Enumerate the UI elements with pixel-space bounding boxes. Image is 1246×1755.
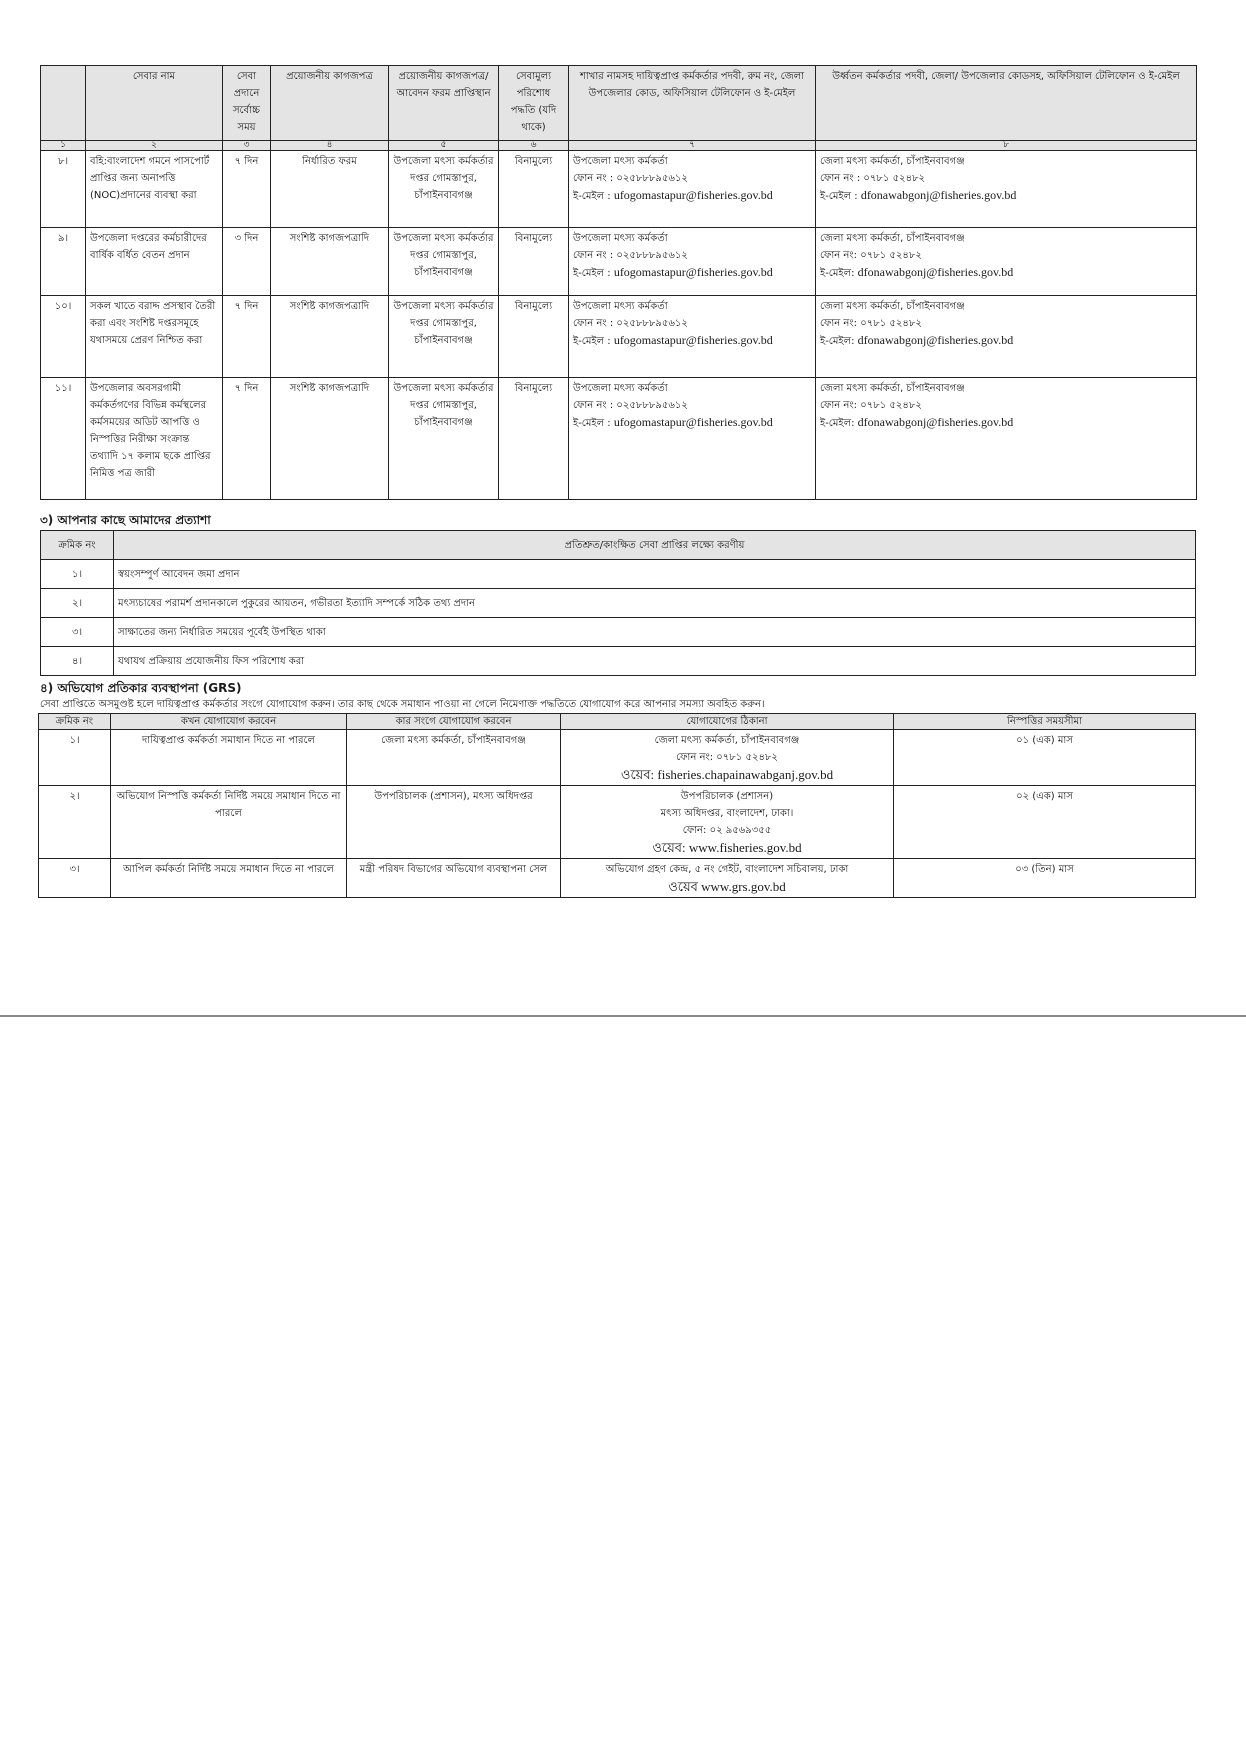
officer-email-label: ই-মেইল :	[573, 418, 611, 429]
fee-method: বিনামুল্যে	[499, 296, 569, 378]
expectation-text: স্বয়ংসম্পুর্ণ আবেদন জমা প্রদান	[114, 560, 1196, 589]
services-header-row	[41, 66, 1197, 141]
header-serial	[41, 66, 86, 141]
upper-email: dfonawabgonj@fisheries.gov.bd	[860, 188, 1017, 202]
header-address: যোগাযোগের ঠিকানা	[561, 714, 894, 730]
contact-address	[561, 786, 894, 859]
header-senior-officer: উর্ধ্বতন কর্মকর্তার পদবী, জেলা/ উপজেলার কোডসহ, অফিসিয়াল টেলিফোন ও ই-মেইল	[816, 66, 1197, 141]
officer-phone: ফোন নং : ০২৫৮৮৮৯৫৬১২	[573, 173, 688, 184]
address-line: মৎস্য অধিদপ্তর, বাংলাদেশ, ঢাকা।	[660, 808, 794, 819]
resolution-deadline: ০২ (এক) মাস	[894, 786, 1196, 859]
upper-email-label: ই-মেইল:	[820, 336, 855, 347]
officer-title: উপজেলা মৎস্য কর্মকর্তা	[573, 383, 668, 394]
service-name: উপজেলা দপ্তরের কর্মচারীদের বার্ষিক বর্ধিত বেতন প্রদান	[86, 228, 223, 296]
grs-table	[38, 713, 1196, 898]
header-when: কখন যোগাযোগ করবেন	[111, 714, 347, 730]
officer-phone: ফোন নং : ০২৫৮৮৮৯৫৬১২	[573, 400, 688, 411]
senior-officer-cell	[816, 296, 1197, 378]
service-name: উপজেলার অবসরগামী কর্মকর্তগণের বিভিন্ন কর্মস্থলের কর্মসময়ের অডিট আপত্তি ও নিস্পত্তির নিরীক্ষা সংক্রান্ত তথ্যাদি ১৭ কলাম ছকে প্রাপ্তির নিমিত্ত পত্র জারী	[86, 378, 223, 500]
address-line: ফোন: ০২ ৯৫৬৯৩৫৫	[682, 825, 772, 836]
fee-method: বিনামুল্যে	[499, 378, 569, 500]
senior-officer-cell	[816, 228, 1197, 296]
expectations-table	[40, 530, 1196, 676]
page-edge-divider	[0, 1015, 1246, 1017]
responsible-officer-cell	[569, 228, 816, 296]
header-service-name: সেবার নাম	[86, 66, 223, 141]
row-serial: ২।	[39, 786, 111, 859]
row-serial: ১।	[41, 560, 114, 589]
upper-email: dfonawabgonj@fisheries.gov.bd	[857, 265, 1014, 279]
service-time: ৭ দিন	[223, 296, 271, 378]
when-to-contact: আপিল কর্মকর্তা নির্দিষ্ট সময়ে সমাধান দিতে না পারলে	[111, 859, 347, 898]
officer-email: ufogomastapur@fisheries.gov.bd	[613, 188, 773, 202]
upper-title: জেলা মৎস্য কর্মকর্তা, চাঁপাইনবাবগঞ্জ	[820, 301, 965, 312]
row-serial: ৮।	[41, 151, 86, 228]
resolution-deadline: ০৩ (তিন) মাস	[894, 859, 1196, 898]
upper-phone: ফোন নং: ০৭৮১ ৫২৪৮২	[820, 250, 922, 261]
grs-row	[39, 786, 1196, 859]
when-to-contact: দাযিত্বপ্রাপ্ত কর্মকর্তা সমাধান দিতে না পারলে	[111, 730, 347, 786]
row-serial: ৩।	[39, 859, 111, 898]
upper-email-label: ই-মেইল :	[820, 191, 858, 202]
grs-title: ৪) অভিযোগ প্রতিকার ব্যবস্থাপনা (GRS)	[40, 681, 242, 695]
officer-email-line	[573, 332, 811, 350]
service-row	[41, 378, 1197, 500]
upper-phone: ফোন নং : ০৭৮১ ৫২৪৮২	[820, 173, 926, 184]
contact-address	[561, 730, 894, 786]
column-number: ৭	[569, 141, 816, 151]
expectation-row	[41, 647, 1196, 676]
column-number: ৫	[389, 141, 499, 151]
services-table	[40, 65, 1197, 500]
service-time: ৭ দিন	[223, 378, 271, 500]
fee-method: বিনামুল্যে	[499, 228, 569, 296]
required-docs: সংশিষ্ট কাগজপত্রাদি	[271, 228, 389, 296]
upper-phone: ফোন নং: ০৭৮১ ৫২৪৮২	[820, 400, 922, 411]
website-link[interactable]: ওয়েব: www.fisheries.gov.bd	[652, 840, 802, 855]
fee-method: বিনামুল্যে	[499, 151, 569, 228]
row-serial: ৪।	[41, 647, 114, 676]
expectation-text: মৎস্যচাষের পরামর্শ প্রদানকালে পুকুরের আয়তন, গভীরতা ইত্যাদি সম্পর্কে সঠিক তথ্য প্রদান	[114, 589, 1196, 618]
header-required-docs: প্রয়োজনীয় কাগজপত্র	[271, 66, 389, 141]
header-form-source: প্রয়োজনীয় কাগজপত্র/ আবেদন ফরম প্রাপ্তিস্থান	[389, 66, 499, 141]
officer-phone: ফোন নং : ০২৫৮৮৮৯৫৬১২	[573, 250, 688, 261]
officer-email-line	[573, 414, 811, 432]
row-serial: ৯।	[41, 228, 86, 296]
address-line: ফোন নং: ০৭৮১ ৫২৪৮২	[676, 752, 778, 763]
officer-phone: ফোন নং : ০২৫৮৮৮৯৫৬১২	[573, 318, 688, 329]
officer-email: ufogomastapur@fisheries.gov.bd	[613, 333, 773, 347]
required-docs: সংশিষ্ট কাগজপত্রাদি	[271, 296, 389, 378]
expectation-row	[41, 560, 1196, 589]
officer-email: ufogomastapur@fisheries.gov.bd	[613, 415, 773, 429]
upper-email-label: ই-মেইল:	[820, 418, 855, 429]
website-link[interactable]: ওয়েব www.grs.gov.bd	[668, 879, 786, 894]
row-serial: ১০।	[41, 296, 86, 378]
upper-title: জেলা মৎস্য কর্মকর্তা, চাঁপাইনবাবগঞ্জ	[820, 233, 965, 244]
upper-title: জেলা মৎস্য কর্মকর্তা, চাঁপাইনবাবগঞ্জ	[820, 156, 965, 167]
address-line: উপপরিচালক (প্রশাসন)	[680, 791, 774, 802]
officer-email-label: ই-মেইল :	[573, 191, 611, 202]
grs-header-row	[39, 714, 1196, 730]
senior-officer-cell	[816, 151, 1197, 228]
column-number-row	[41, 141, 1197, 151]
grs-row	[39, 859, 1196, 898]
required-docs: সংশিষ্ট কাগজপত্রাদি	[271, 378, 389, 500]
officer-title: উপজেলা মৎস্য কর্মকর্তা	[573, 156, 668, 167]
header-serial: ক্রমিক নং	[41, 531, 114, 560]
upper-email-line	[820, 187, 1192, 205]
form-source: উপজেলা মৎস্য কর্মকর্তার দপ্তর গোমস্তাপুর, চাঁপাইনবাবগঞ্জ	[389, 296, 499, 378]
header-serial: ক্রমিক নং	[39, 714, 111, 730]
service-time: ৭ দিন	[223, 151, 271, 228]
column-number: ৬	[499, 141, 569, 151]
row-serial: ১।	[39, 730, 111, 786]
officer-title: উপজেলা মৎস্য কর্মকর্তা	[573, 301, 668, 312]
expectation-row	[41, 618, 1196, 647]
upper-email-line	[820, 264, 1192, 282]
whom-to-contact: উপপরিচালক (প্রশাসন), মৎস্য অধিদপ্তর	[347, 786, 561, 859]
column-number: ৩	[223, 141, 271, 151]
expectation-row	[41, 589, 1196, 618]
expectation-text: সাক্ষাতের জন্য নির্ধারিত সময়ের পূর্বেই উপস্থিত থাকা	[114, 618, 1196, 647]
column-number: ১	[41, 141, 86, 151]
expectations-header-row	[41, 531, 1196, 560]
whom-to-contact: জেলা মৎস্য কর্মকর্তা, চাঁপাইনবাবগঞ্জ	[347, 730, 561, 786]
grs-intro: সেবা প্রাপ্তিতে অসমুণ্ডষ্ট হলে দায়িত্বপ্রাপ্ত কর্মকর্তার সংগে যোগাযোগ করুন। তার কাছ থেকে সমাধান পাওয়া না গেলে নিমেণাক্ত পদ্ধতিতে যোগাযোগ করে আপনার সমস্যা অবহিত করুন।	[40, 699, 765, 710]
row-serial: ১১।	[41, 378, 86, 500]
resolution-deadline: ০১ (এক) মাস	[894, 730, 1196, 786]
service-row	[41, 296, 1197, 378]
row-serial: ২।	[41, 589, 114, 618]
upper-email-line	[820, 414, 1192, 432]
form-source: উপজেলা মৎস্য কর্মকর্তার দপ্তর গোমস্তাপুর, চাঁপাইনবাবগঞ্জ	[389, 228, 499, 296]
header-whom: কার সংগে যোগাযোগ করবেন	[347, 714, 561, 730]
whom-to-contact: মন্ত্রী পরিষদ বিভাগের অভিযোগ ব্যবস্থাপনা সেল	[347, 859, 561, 898]
form-source: উপজেলা মৎস্য কর্মকর্তার দপ্তর গোমস্তাপুর, চাঁপাইনবাবগঞ্জ	[389, 151, 499, 228]
service-row	[41, 151, 1197, 228]
address-line: জেলা মৎস্য কর্মকর্তা, চাঁপাইনবাবগঞ্জ	[654, 735, 800, 746]
responsible-officer-cell	[569, 151, 816, 228]
officer-title: উপজেলা মৎস্য কর্মকর্তা	[573, 233, 668, 244]
upper-email-label: ই-মেইল:	[820, 268, 855, 279]
officer-email-label: ই-মেইল :	[573, 336, 611, 347]
upper-phone: ফোন নং: ০৭৮১ ৫২৪৮২	[820, 318, 922, 329]
header-deadline: নিস্পত্তির সময়সীমা	[894, 714, 1196, 730]
row-serial: ৩।	[41, 618, 114, 647]
service-name: সকল খাতে বরাদ্দ প্রসস্থাব তৈরী করা এবং সংশিষ্ট দপ্তরসমূহে যথাসময়ে প্রেরণ নিশ্চিত করা	[86, 296, 223, 378]
address-line: অভিযোগ গ্রহণ কেন্দ্র, ৫ নং গেইট, বাংলাদেশ সচিবালয়, ঢাকা	[605, 864, 849, 875]
upper-email: dfonawabgonj@fisheries.gov.bd	[857, 333, 1014, 347]
website-link[interactable]: ওয়েব: fisheries.chapainawabganj.gov.bd	[620, 767, 834, 782]
service-row	[41, 228, 1197, 296]
header-responsible-officer: শাখার নামসহ দায়িত্বপ্রাপ্ত কর্মকর্তার পদবী, রুম নং, জেলা উপজেলার কোড, অফিসিয়াল টেলিফোন ও ই-মেইল	[569, 66, 816, 141]
header-max-time: সেবা প্রদানে সর্বোচ্চ সময়	[223, 66, 271, 141]
expectations-title: ৩) আপনার কাছে আমাদের প্রত্যাশা	[40, 513, 211, 527]
officer-email: ufogomastapur@fisheries.gov.bd	[613, 265, 773, 279]
officer-email-label: ই-মেইল :	[573, 268, 611, 279]
upper-email-line	[820, 332, 1192, 350]
officer-email-line	[573, 264, 811, 282]
officer-email-line	[573, 187, 811, 205]
expectation-text: যথাযথ প্রক্রিয়ায় প্রযোজনীয় ফিস পরিশোধ করা	[114, 647, 1196, 676]
responsible-officer-cell	[569, 296, 816, 378]
header-action: প্রতিশ্রুত/কাংক্ষিত সেবা প্রাপ্তির লক্ষ্যে করণীয়	[114, 531, 1196, 560]
required-docs: নির্ধারিত ফরম	[271, 151, 389, 228]
service-name: বহি:বাংলাদেশ গমনে পাসপোর্ট প্রাপ্তির জন্য অনাপত্তি (NOC)প্রদানের ব্যবস্থা করা	[86, 151, 223, 228]
grs-row	[39, 730, 1196, 786]
form-source: উপজেলা মৎস্য কর্মকর্তার দপ্তর গোমস্তাপুর, চাঁপাইনবাবগঞ্জ	[389, 378, 499, 500]
column-number: ৪	[271, 141, 389, 151]
contact-address	[561, 859, 894, 898]
column-number: ৮	[816, 141, 1197, 151]
column-number: ২	[86, 141, 223, 151]
upper-email: dfonawabgonj@fisheries.gov.bd	[857, 415, 1014, 429]
when-to-contact: অভিযোগ নিস্পত্তি কর্মকর্তা নির্দিষ্ট সময়ে সমাধান দিতে না পারলে	[111, 786, 347, 859]
header-fee-method: সেবামুল্য পরিশোধ পদ্ধতি (যদি থাকে)	[499, 66, 569, 141]
service-time: ৩ দিন	[223, 228, 271, 296]
responsible-officer-cell	[569, 378, 816, 500]
upper-title: জেলা মৎস্য কর্মকর্তা, চাঁপাইনবাবগঞ্জ	[820, 383, 965, 394]
senior-officer-cell	[816, 378, 1197, 500]
